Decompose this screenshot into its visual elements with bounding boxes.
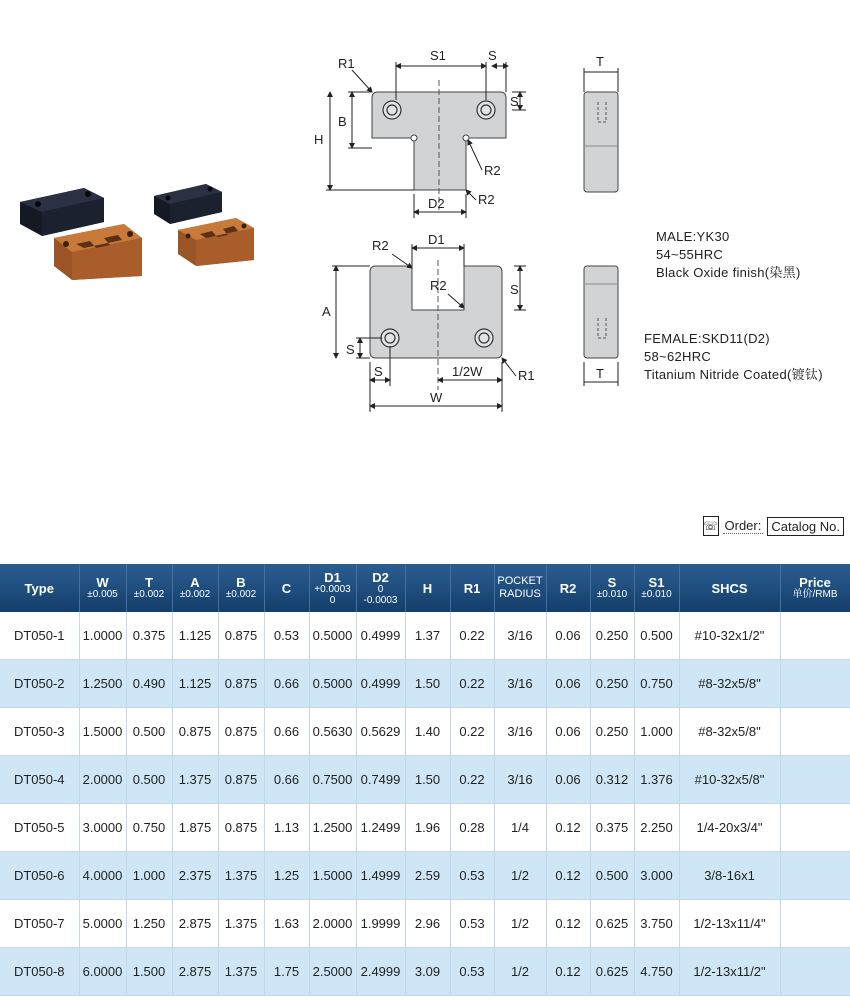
table-cell: 0.5629 <box>356 708 405 756</box>
table-header-cell <box>679 564 780 612</box>
svg-text:T: T <box>596 366 604 381</box>
order-line <box>703 516 845 536</box>
table-cell: 1.375 <box>218 852 264 900</box>
table-cell: 0.490 <box>126 660 172 708</box>
type-cell: DT050-7 <box>0 900 79 948</box>
table-cell: 1.0000 <box>79 612 126 660</box>
table-cell: 0.5000 <box>309 660 356 708</box>
table-cell: 1.75 <box>264 948 309 996</box>
svg-text:S: S <box>374 364 383 379</box>
table-cell: 0.625 <box>590 900 634 948</box>
table-cell: 2.0000 <box>79 756 126 804</box>
header-sublabel: ±0.010 <box>596 589 628 600</box>
table-cell: 1.000 <box>126 852 172 900</box>
table-cell <box>780 804 850 852</box>
table-cell: 3.0000 <box>79 804 126 852</box>
table-cell: 3.09 <box>405 948 450 996</box>
table-row <box>0 804 850 852</box>
table-cell: 3/16 <box>494 612 546 660</box>
table-cell: 0.4999 <box>356 660 405 708</box>
table-cell: 2.96 <box>405 900 450 948</box>
male-spec <box>656 228 801 282</box>
header-label: R1 <box>463 580 481 596</box>
table-header-cell <box>590 564 634 612</box>
table-cell: 0.53 <box>450 948 494 996</box>
table-cell: #10-32x5/8" <box>679 756 780 804</box>
table-cell: 0.66 <box>264 756 309 804</box>
svg-text:R1: R1 <box>518 368 535 383</box>
svg-text:H: H <box>314 132 324 147</box>
table-cell: 0.28 <box>450 804 494 852</box>
table-cell: 0.5630 <box>309 708 356 756</box>
table-cell: 3/16 <box>494 756 546 804</box>
table-cell: 1/2-13x11/2" <box>679 948 780 996</box>
table-cell: 0.66 <box>264 708 309 756</box>
svg-text:R1: R1 <box>338 56 355 71</box>
header-sublabel: 0 <box>377 583 384 595</box>
table-cell: 0.22 <box>450 612 494 660</box>
header-sublabel: +0.0003 <box>314 583 351 595</box>
table-cell: 0.12 <box>546 852 590 900</box>
header-label: H <box>422 580 433 596</box>
header-sublabel: ±0.002 <box>133 589 165 600</box>
header-label: POCKET <box>497 575 543 587</box>
table-cell: 0.750 <box>126 804 172 852</box>
table-row <box>0 612 850 660</box>
table-row <box>0 708 850 756</box>
table-cell: 0.06 <box>546 708 590 756</box>
table-cell: 0.22 <box>450 756 494 804</box>
table-cell: 1.25 <box>264 852 309 900</box>
header-sublabel: ±0.002 <box>179 589 211 600</box>
svg-text:R2: R2 <box>478 192 495 207</box>
table-cell: 1.37 <box>405 612 450 660</box>
table-cell: 2.875 <box>172 900 218 948</box>
table-cell: 1.50 <box>405 756 450 804</box>
table-cell: 1/4 <box>494 804 546 852</box>
table-cell: 0.875 <box>218 612 264 660</box>
table-cell: 0.7499 <box>356 756 405 804</box>
table-cell: 0.500 <box>126 756 172 804</box>
header-label: B <box>236 575 246 590</box>
phone-icon: ☏ <box>703 516 719 536</box>
table-cell: #8-32x5/8" <box>679 660 780 708</box>
svg-text:S: S <box>510 282 519 297</box>
table-header-cell <box>780 564 850 612</box>
table-cell: 0.53 <box>264 612 309 660</box>
table-cell: 0.250 <box>590 660 634 708</box>
table-cell: 0.875 <box>172 708 218 756</box>
table-cell: 0.06 <box>546 756 590 804</box>
header-label: A <box>190 575 200 590</box>
table-cell: 0.53 <box>450 852 494 900</box>
table-cell <box>780 900 850 948</box>
table-cell: #10-32x1/2" <box>679 612 780 660</box>
table-cell: 1.50 <box>405 660 450 708</box>
type-cell: DT050-6 <box>0 852 79 900</box>
table-header-cell <box>405 564 450 612</box>
type-cell: DT050-2 <box>0 660 79 708</box>
table-cell: 2.875 <box>172 948 218 996</box>
header-label: R2 <box>559 580 577 596</box>
table-cell: 0.4999 <box>356 612 405 660</box>
female-spec <box>644 330 823 384</box>
product-photo <box>14 180 274 280</box>
header-sublabel: ±0.005 <box>87 589 118 600</box>
table-cell: 1/4-20x3/4" <box>679 804 780 852</box>
table-row <box>0 852 850 900</box>
header-label: SHCS <box>711 580 748 596</box>
table-header-cell <box>79 564 126 612</box>
type-cell: DT050-3 <box>0 708 79 756</box>
table-header-cell <box>0 564 79 612</box>
table-cell: 0.875 <box>218 756 264 804</box>
table-header-cell <box>172 564 218 612</box>
svg-text:R2: R2 <box>484 163 501 178</box>
table-cell: 1.000 <box>634 708 679 756</box>
table-cell <box>780 948 850 996</box>
svg-text:S: S <box>510 94 519 109</box>
svg-text:B: B <box>338 114 347 129</box>
svg-text:T: T <box>596 54 604 69</box>
header-sublabel-2: 0 <box>329 594 336 606</box>
header-sublabel: RADIUS <box>499 588 541 600</box>
table-cell: 0.250 <box>590 612 634 660</box>
table-cell: 1.40 <box>405 708 450 756</box>
table-header-cell <box>218 564 264 612</box>
table-cell: 0.500 <box>126 708 172 756</box>
header-sublabel: 单价/RMB <box>792 589 838 600</box>
table-cell: 1.375 <box>218 948 264 996</box>
header-sublabel-2: -0.0003 <box>363 594 398 606</box>
header-label: C <box>281 580 292 596</box>
table-cell: 2.250 <box>634 804 679 852</box>
table-cell: 1.375 <box>218 900 264 948</box>
type-cell: DT050-4 <box>0 756 79 804</box>
header-label: T <box>145 575 153 590</box>
table-cell: 0.375 <box>126 612 172 660</box>
header-label: W <box>96 575 109 590</box>
table-header-cell <box>126 564 172 612</box>
table-cell: 1.63 <box>264 900 309 948</box>
table-cell: 1/2-13x11/4" <box>679 900 780 948</box>
table-cell: 0.875 <box>218 660 264 708</box>
table-cell <box>780 852 850 900</box>
table-cell: 2.375 <box>172 852 218 900</box>
female-spec-line3: Titanium Nitride Coated(镀钛) <box>644 367 823 382</box>
table-cell: 0.12 <box>546 900 590 948</box>
header-sublabel: ±0.010 <box>641 589 672 600</box>
table-cell: 1.4999 <box>356 852 405 900</box>
header-label: Type <box>24 580 54 596</box>
table-cell: 1/2 <box>494 852 546 900</box>
table-cell: 1.2499 <box>356 804 405 852</box>
type-cell: DT050-5 <box>0 804 79 852</box>
header-label: Price <box>799 575 831 590</box>
table-cell: 1/2 <box>494 900 546 948</box>
table-cell: 2.0000 <box>309 900 356 948</box>
table-cell: 3/8-16x1 <box>679 852 780 900</box>
table-cell: 4.750 <box>634 948 679 996</box>
table-cell: 1.500 <box>126 948 172 996</box>
table-cell: 0.750 <box>634 660 679 708</box>
table-cell: 1.125 <box>172 660 218 708</box>
svg-text:D1: D1 <box>428 232 445 247</box>
table-header-cell <box>356 564 405 612</box>
table-cell: 0.500 <box>634 612 679 660</box>
table-cell <box>780 708 850 756</box>
table-header-cell <box>546 564 590 612</box>
table-cell: 1.875 <box>172 804 218 852</box>
female-spec-line2: 58~62HRC <box>644 349 712 364</box>
table-cell: 0.06 <box>546 660 590 708</box>
table-cell: 2.59 <box>405 852 450 900</box>
female-side-view <box>578 262 628 392</box>
table-cell: 1.2500 <box>309 804 356 852</box>
table-cell: 1.125 <box>172 612 218 660</box>
table-header-row <box>0 564 850 612</box>
svg-text:1/2W: 1/2W <box>452 364 483 379</box>
header-label: D1 <box>324 569 341 585</box>
female-spec-line1: FEMALE:SKD11(D2) <box>644 331 770 346</box>
order-label: Order: <box>724 518 762 533</box>
header-label: D2 <box>372 569 389 585</box>
table-cell: 1.250 <box>126 900 172 948</box>
table-cell: #8-32x5/8" <box>679 708 780 756</box>
table-cell: 1.5000 <box>309 852 356 900</box>
table-cell: 3/16 <box>494 708 546 756</box>
table-cell: 3.750 <box>634 900 679 948</box>
table-cell: 0.500 <box>590 852 634 900</box>
table-cell: 0.5000 <box>309 612 356 660</box>
table-cell: 1/2 <box>494 948 546 996</box>
table-cell: 0.06 <box>546 612 590 660</box>
table-cell: 0.875 <box>218 804 264 852</box>
header-label: S1 <box>648 575 665 590</box>
table-header-cell <box>264 564 309 612</box>
table-cell: 1.9999 <box>356 900 405 948</box>
svg-text:W: W <box>430 390 443 405</box>
table-cell: 0.250 <box>590 708 634 756</box>
table-cell <box>780 612 850 660</box>
header-label: S <box>607 575 617 590</box>
table-cell: 3/16 <box>494 660 546 708</box>
table-cell: 1.96 <box>405 804 450 852</box>
table-cell <box>780 756 850 804</box>
table-row <box>0 756 850 804</box>
male-spec-line1: MALE:YK30 <box>656 229 730 244</box>
svg-text:R2: R2 <box>430 278 447 293</box>
table-cell: 0.22 <box>450 660 494 708</box>
catalog-number-box: Catalog No. <box>767 517 844 536</box>
male-spec-line3: Black Oxide finish(染黑) <box>656 265 801 280</box>
table-cell: 5.0000 <box>79 900 126 948</box>
table-row <box>0 660 850 708</box>
male-side-view <box>578 52 628 202</box>
type-cell: DT050-8 <box>0 948 79 996</box>
table-cell: 1.375 <box>172 756 218 804</box>
table-cell: 0.625 <box>590 948 634 996</box>
svg-text:R2: R2 <box>372 238 389 253</box>
table-cell: 0.312 <box>590 756 634 804</box>
svg-text:S: S <box>488 48 497 63</box>
table-cell: 1.13 <box>264 804 309 852</box>
table-cell: 0.375 <box>590 804 634 852</box>
header-sublabel: ±0.002 <box>225 589 257 600</box>
svg-text:D2: D2 <box>428 196 445 211</box>
table-header-cell <box>494 564 546 612</box>
svg-text:A: A <box>322 304 331 319</box>
table-cell: 0.66 <box>264 660 309 708</box>
spec-table <box>0 564 850 996</box>
table-cell: 0.7500 <box>309 756 356 804</box>
type-cell: DT050-1 <box>0 612 79 660</box>
table-header-cell <box>634 564 679 612</box>
table-header-cell <box>309 564 356 612</box>
table-cell: 1.5000 <box>79 708 126 756</box>
table-cell: 0.53 <box>450 900 494 948</box>
table-cell: 6.0000 <box>79 948 126 996</box>
table-cell: 2.4999 <box>356 948 405 996</box>
table-row <box>0 900 850 948</box>
svg-text:S1: S1 <box>430 48 446 63</box>
table-row <box>0 948 850 996</box>
male-spec-line2: 54~55HRC <box>656 247 724 262</box>
table-cell: 3.000 <box>634 852 679 900</box>
svg-text:S: S <box>346 342 355 357</box>
table-cell: 1.2500 <box>79 660 126 708</box>
table-cell <box>780 660 850 708</box>
table-cell: 0.875 <box>218 708 264 756</box>
table-cell: 0.22 <box>450 708 494 756</box>
table-cell: 2.5000 <box>309 948 356 996</box>
table-cell: 1.376 <box>634 756 679 804</box>
table-cell: 0.12 <box>546 948 590 996</box>
table-header-cell <box>450 564 494 612</box>
table-cell: 0.12 <box>546 804 590 852</box>
table-cell: 4.0000 <box>79 852 126 900</box>
